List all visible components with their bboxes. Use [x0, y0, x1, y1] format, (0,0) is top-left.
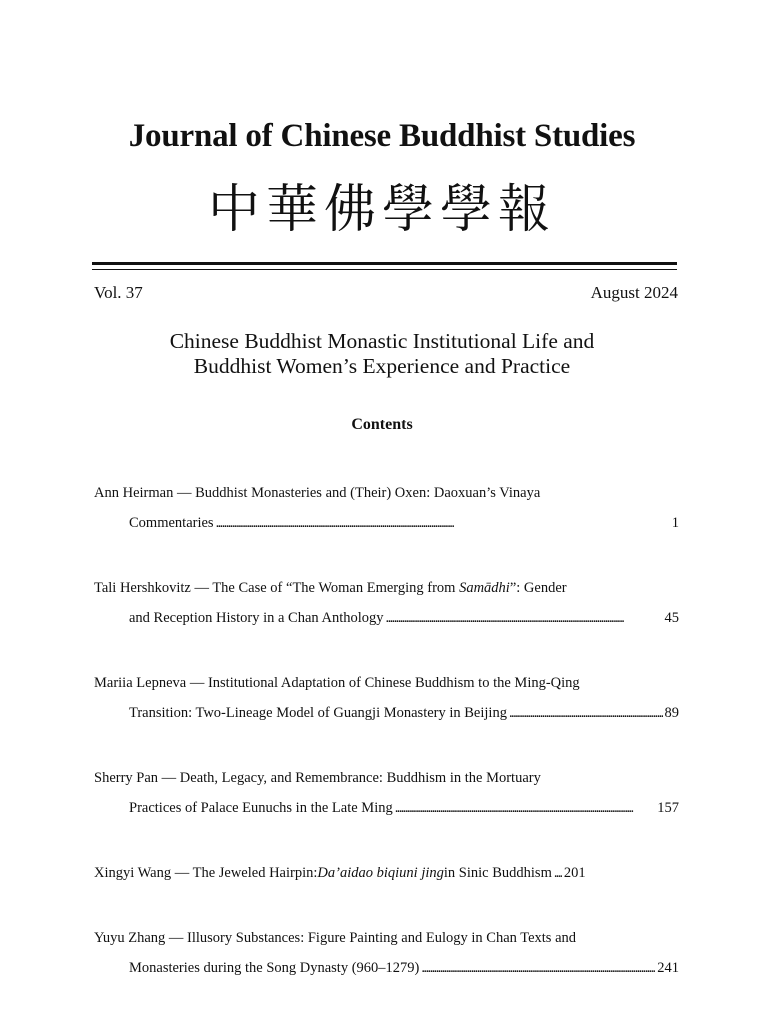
toc-entry-line-1 — [94, 573, 679, 603]
page-number: 89 — [664, 705, 679, 721]
toc-entry — [94, 573, 679, 633]
toc-entry — [94, 668, 679, 728]
toc-entry-title-end: Commentaries — [129, 515, 214, 531]
toc-entry-line-2 — [94, 698, 679, 728]
toc-entry — [94, 478, 679, 538]
dot-leader — [395, 793, 656, 823]
table-of-contents — [94, 478, 679, 1018]
header-rule-thick — [92, 262, 677, 265]
journal-title: Journal of Chinese Buddhist Studies — [128, 118, 636, 154]
toc-text-italic: Da’aidao biqiuni jing — [317, 865, 444, 881]
toc-text-italic: Samādhi — [459, 580, 510, 596]
toc-entry-line-1: Sherry Pan — Death, Legacy, and Remembrance: Buddhism in the Mortuary — [94, 770, 541, 786]
issue-title-line-1: Chinese Buddhist Monastic Institutional Life and — [169, 329, 595, 353]
toc-text: in Sinic Buddhism — [443, 865, 552, 881]
journal-title-chinese: 中華佛學學報 — [207, 180, 556, 240]
toc-entry — [94, 858, 679, 888]
toc-entry-title-end: Transition: Two-Lineage Model of Guangji Monastery in Beijing — [129, 705, 507, 721]
page-number: 201 — [563, 865, 586, 881]
toc-entry-line-2 — [94, 953, 679, 983]
issue-title — [0, 329, 764, 379]
page-number: 45 — [664, 610, 679, 626]
toc-text: ”: Gender — [509, 580, 567, 596]
volume-number: Vol. 37 — [94, 283, 143, 302]
toc-entry-line-2 — [94, 508, 679, 538]
toc-text: Xingyi Wang — The Jeweled Hairpin: — [94, 865, 318, 881]
issue-date: August 2024 — [590, 283, 678, 302]
toc-entry-line-1: Mariia Lepneva — Institutional Adaptation of Chinese Buddhism to the Ming-Qing — [94, 675, 580, 691]
dot-leader — [421, 953, 655, 983]
toc-entry-line-1: Ann Heirman — Buddhist Monasteries and (Their) Oxen: Daoxuan’s Vinaya — [94, 485, 541, 501]
toc-entry — [94, 763, 679, 823]
issue-title-line-2: Buddhist Women’s Experience and Practice — [193, 354, 571, 378]
dot-leader — [554, 858, 562, 888]
contents-heading: Contents — [351, 416, 413, 433]
page-number: 241 — [657, 960, 679, 976]
toc-entry-line-1 — [94, 858, 679, 888]
toc-entry-title-end: Practices of Palace Eunuchs in the Late Ming — [129, 800, 393, 816]
dot-leader — [509, 698, 663, 728]
toc-text: Tali Hershkovitz — The Case of “The Woman Emerging from — [94, 580, 460, 596]
toc-entry-line-2 — [94, 603, 679, 633]
dot-leader — [216, 508, 670, 538]
toc-entry — [94, 923, 679, 983]
page-number: 157 — [657, 800, 679, 816]
header-rule-thin — [92, 269, 677, 270]
toc-entry-line-2 — [94, 793, 679, 823]
page-number: 1 — [671, 515, 679, 531]
toc-entry-title-end: and Reception History in a Chan Anthology — [129, 610, 384, 626]
toc-entry-title-end: Monasteries during the Song Dynasty (960–1279) — [129, 960, 420, 976]
dot-leader — [386, 603, 663, 633]
toc-entry-line-1: Yuyu Zhang — Illusory Substances: Figure Painting and Eulogy in Chan Texts and — [94, 930, 577, 946]
